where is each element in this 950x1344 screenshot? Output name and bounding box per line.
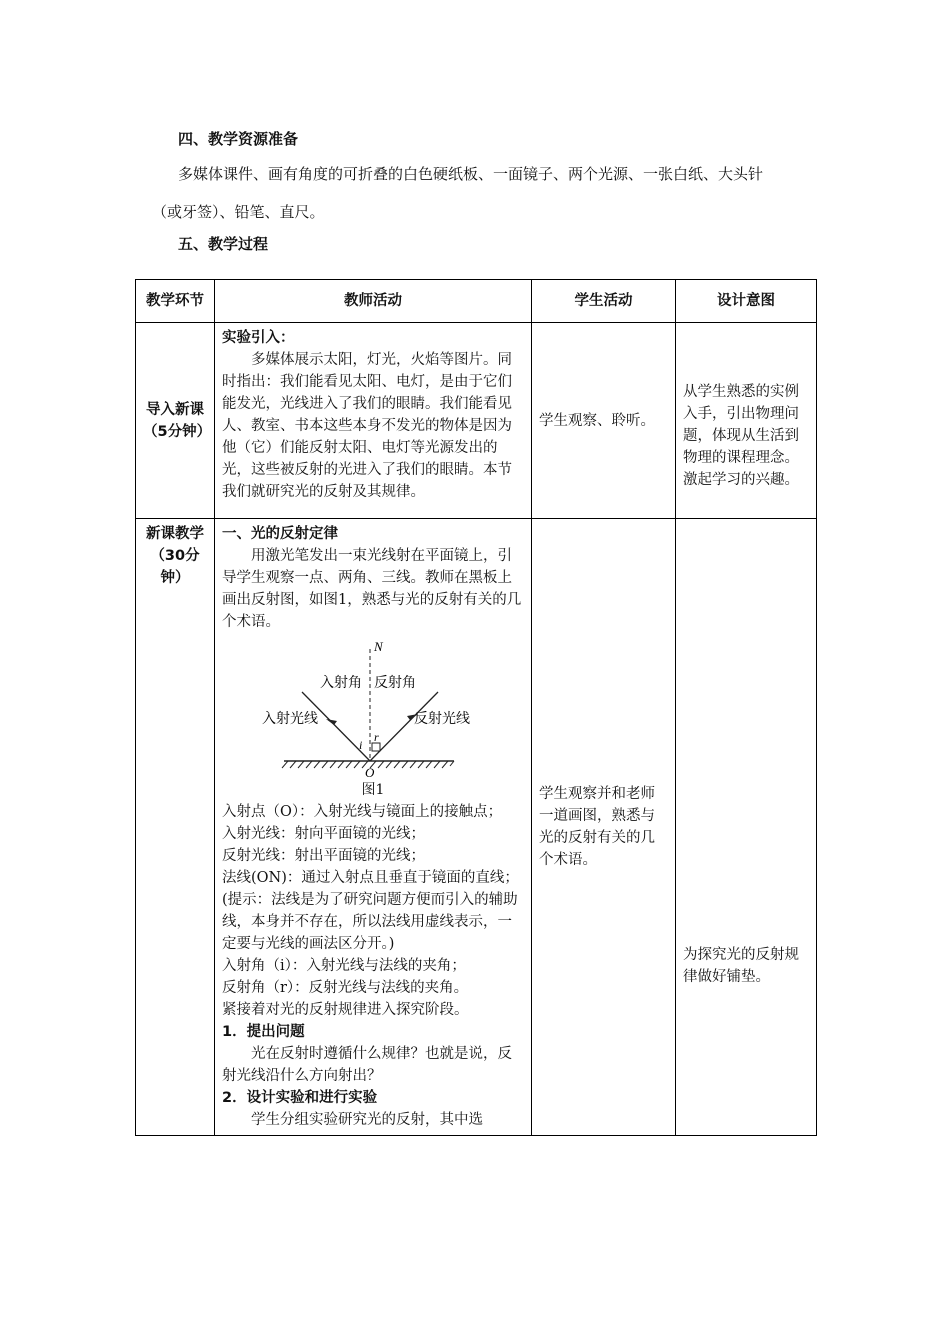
- table-row: [136, 323, 817, 519]
- row1-teacher: [215, 323, 532, 519]
- row1-teacher-title: 实验引入：: [222, 330, 295, 346]
- row1-intent: 从学生熟悉的实例入手，引出物理问题，体现从生活到物理的课程理念。激起学习的兴趣。: [676, 323, 817, 519]
- row1-stage: 导入新课（5分钟）: [136, 323, 215, 519]
- header-student: 学生活动: [532, 280, 676, 323]
- row2-stage: 新课教学（30分钟）: [136, 519, 215, 1136]
- reflection-diagram: [254, 637, 494, 779]
- label-incident-angle: 入射角: [320, 675, 362, 691]
- section4-line1: 多媒体课件、画有角度的可折叠的白色硬纸板、一面镜子、两个光源、一张白纸、大头针: [178, 165, 764, 183]
- header-teacher: 教师活动: [215, 280, 532, 323]
- incident-arrow-icon: [326, 719, 337, 725]
- term-reflect: 反射光线：射出平面镜的光线；: [222, 848, 425, 864]
- row2-student: 学生观察并和老师一道画图，熟悉与光的反射有关的几个术语。: [532, 519, 676, 1136]
- term-incident: 入射光线：射向平面镜的光线；: [222, 826, 425, 842]
- label-incident-ray: 入射光线: [262, 711, 318, 727]
- section5-heading: 五、教学过程: [178, 235, 269, 253]
- term-point: 入射点（O）：入射光线与镜面上的接触点；: [222, 804, 503, 820]
- term-normal: 法线(ON)：通过入射点且垂直于镜面的直线；(提示：法线是为了研究问题方便而引入的辅助线，本身并不存在，所以法线用虚线表示，一定要与光线的画法区分开。): [222, 870, 519, 952]
- figure-caption: 图1: [361, 782, 385, 798]
- term-i: 入射角（i）：入射光线与法线的夹角；: [222, 958, 466, 974]
- step2-title: 2．设计实验和进行实验: [222, 1090, 378, 1106]
- header-intent: 设计意图: [676, 280, 817, 323]
- row2-intro: 用激光笔发出一束光线射在平面镜上，引导学生观察一点、两角、三线。教师在黑板上画出反射图，如图1，熟悉与光的反射有关的几个术语。: [222, 548, 522, 630]
- teaching-process-table: [135, 279, 817, 1136]
- next-step: 紧接着对光的反射规律进入探究阶段。: [222, 1002, 469, 1018]
- label-o: O: [365, 765, 375, 779]
- label-n: N: [374, 639, 383, 654]
- label-reflect-angle: 反射角: [374, 675, 416, 691]
- step2-text: 学生分组实验研究光的反射，其中选: [251, 1112, 483, 1128]
- table-row: [136, 519, 817, 1136]
- row1-student: 学生观察、聆听。: [532, 323, 676, 519]
- row2-section-title: 一、光的反射定律: [222, 526, 338, 542]
- row1-teacher-text: 多媒体展示太阳，灯光，火焰等图片。同时指出：我们能看见太阳、电灯，是由于它们能发光，光线进入了我们的眼睛。我们能看见人、教室、书本这些本身不发光的物体是因为他（它）们能反射太阳、电灯等光源发出的光，这些被反射的光进入了我们的眼睛。本节我们就研究光的反射及其规律。: [222, 352, 512, 500]
- label-reflect-ray: 反射光线: [414, 711, 470, 727]
- label-i: i: [359, 738, 363, 752]
- step1-text: 光在反射时遵循什么规律？也就是说，反射光线沿什么方向射出？: [222, 1046, 512, 1084]
- header-stage: 教学环节: [136, 280, 215, 323]
- step1-title: 1．提出问题: [222, 1024, 305, 1040]
- term-r: 反射角（r）：反射光线与法线的夹角。: [222, 980, 469, 996]
- section4-line2: （或牙签）、铅笔、直尺。: [152, 203, 325, 221]
- row2-intent: 为探究光的反射规律做好铺垫。: [676, 519, 817, 1136]
- label-r: r: [374, 730, 379, 744]
- section4-heading: 四、教学资源准备: [178, 130, 299, 148]
- table-header-row: [136, 280, 817, 323]
- row2-teacher: [215, 519, 532, 1136]
- right-angle-mark: [372, 743, 380, 751]
